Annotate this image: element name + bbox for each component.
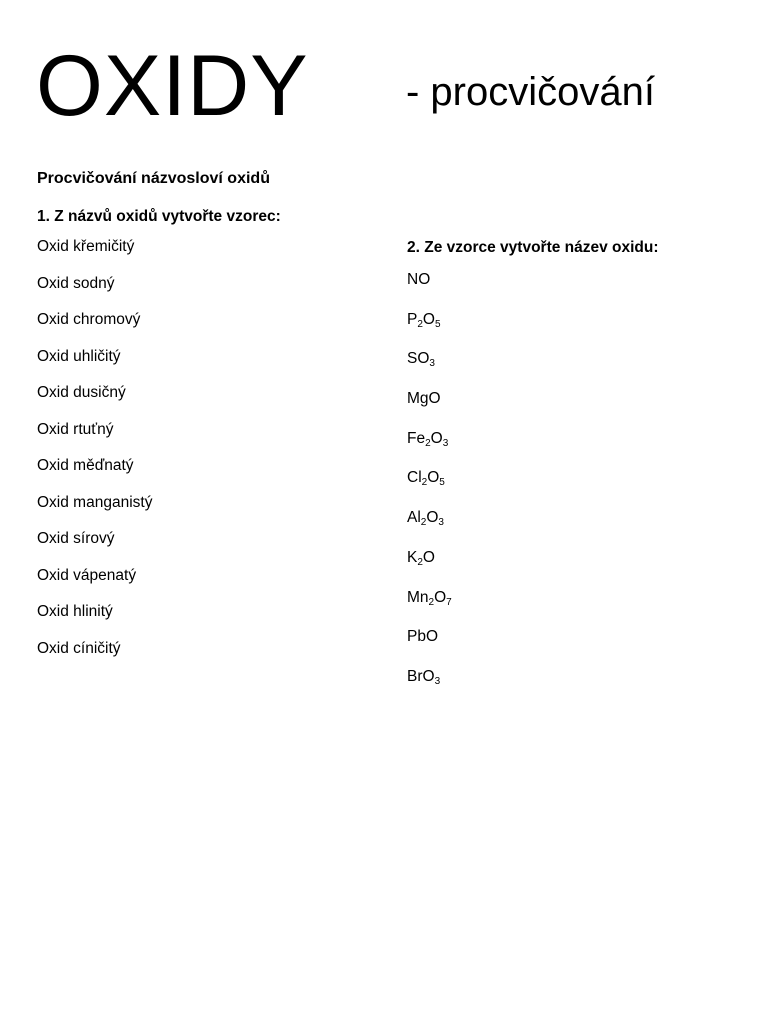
formula-subscript: 5 <box>439 477 445 489</box>
formula-subscript: 2 <box>425 437 431 449</box>
formula-text: BrO <box>407 667 435 685</box>
formula-text: O <box>426 509 439 527</box>
formula-text: Al <box>407 509 421 527</box>
oxide-formula-item <box>407 467 452 507</box>
task1-heading: 1. Z názvů oxidů vytvořte vzorec: <box>37 208 281 225</box>
formula-text: P <box>407 310 418 328</box>
formula-subscript: 5 <box>434 318 441 330</box>
oxide-name-item: Oxid uhličitý <box>37 347 121 365</box>
oxide-formula-item <box>407 587 452 627</box>
formula-text: Mn <box>407 588 429 606</box>
oxide-name-item: Oxid rtuťný <box>37 420 114 438</box>
oxide-name-item: Oxid chromový <box>37 311 141 328</box>
formula-subscript: 7 <box>446 596 452 608</box>
oxide-name-item: Oxid sodný <box>37 274 115 292</box>
oxide-formula-item <box>407 428 452 468</box>
oxide-name-item: Oxid sírový <box>37 530 115 547</box>
oxide-name-list <box>37 236 152 674</box>
formula-text: O <box>427 469 440 487</box>
formula-text: SO <box>407 350 430 368</box>
formula-subscript: 2 <box>420 517 427 529</box>
formula-subscript: 2 <box>428 596 435 608</box>
formula-subscript: 2 <box>417 318 423 330</box>
oxide-formula-item <box>407 626 452 666</box>
formula-text: O <box>422 310 435 328</box>
page-subtitle: - procvičování <box>406 70 655 114</box>
formula-subscript: 2 <box>417 556 423 568</box>
oxide-formula-item <box>407 507 452 547</box>
formula-text: NO <box>407 271 431 288</box>
oxide-formula-item <box>407 666 452 706</box>
oxide-name-item: Oxid dusičný <box>37 384 126 401</box>
formula-subscript: 2 <box>421 477 428 489</box>
formula-text: O <box>422 548 435 566</box>
oxide-formula-item <box>407 547 452 587</box>
formula-text: Fe <box>407 429 426 447</box>
formula-text: K <box>407 548 418 566</box>
formula-text: O <box>434 588 447 606</box>
formula-text: Cl <box>407 469 422 487</box>
formula-subscript: 3 <box>438 517 444 529</box>
oxide-name-item: Oxid měďnatý <box>37 457 134 474</box>
task2-heading: 2. Ze vzorce vytvořte název oxidu: <box>407 239 659 256</box>
oxide-formula-item <box>407 269 452 309</box>
oxide-name-item: Oxid manganistý <box>37 493 153 511</box>
formula-subscript: 3 <box>434 675 441 687</box>
oxide-name-item: Oxid hlinitý <box>37 603 113 620</box>
page-title: OXIDY <box>36 38 309 134</box>
formula-subscript: 3 <box>429 358 435 370</box>
formula-text: PbO <box>407 628 439 646</box>
oxide-name-item: Oxid cíničitý <box>37 639 121 657</box>
formula-text: MgO <box>407 390 441 408</box>
oxide-name-item: Oxid vápenatý <box>37 566 137 584</box>
oxide-formula-list <box>407 269 452 706</box>
oxide-formula-item <box>407 388 452 428</box>
formula-text: O <box>430 429 443 447</box>
oxide-formula-item <box>407 348 452 388</box>
section-title: Procvičování názvosloví oxidů <box>37 170 270 187</box>
oxide-name-item: Oxid křemičitý <box>37 238 135 255</box>
oxide-formula-item <box>407 309 452 349</box>
formula-subscript: 3 <box>442 437 449 449</box>
